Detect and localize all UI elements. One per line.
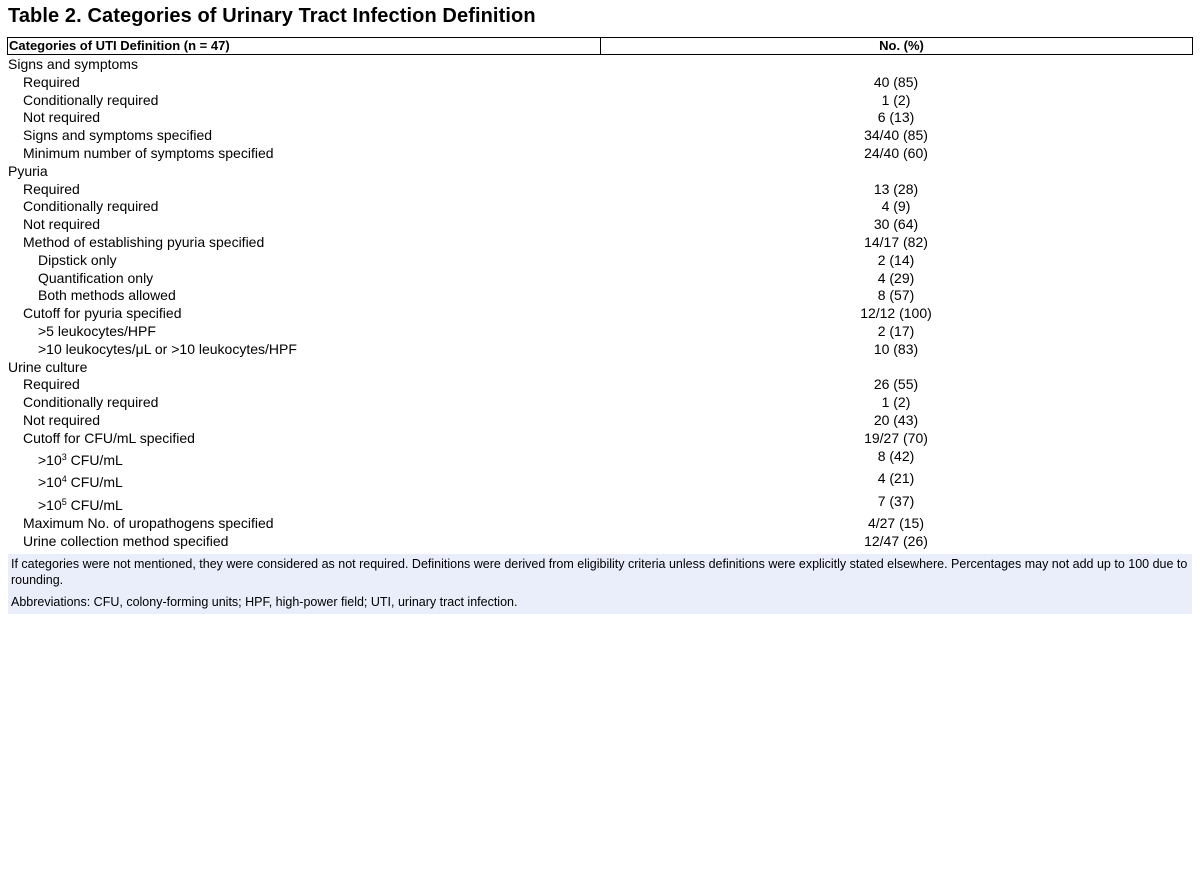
table-row (0, 127, 1200, 145)
table-row (0, 74, 1200, 92)
row-value: 12/47 (26) (864, 532, 928, 549)
table-row (0, 252, 1200, 270)
row-value: 20 (43) (873, 411, 919, 428)
row-label: Dipstick only (38, 251, 117, 268)
row-label: Required (23, 180, 80, 197)
row-label: Not required (23, 109, 101, 126)
row-label: Maximum No. of uropathogens specified (23, 515, 274, 532)
row-label: Method of establishing pyuria specified (23, 233, 265, 250)
footnote-text: If categories were not mentioned, they were considered as not required. Definitions were derived from eligibility criteria unless definitions were explicitly stated elsewhere. Percentages may not add up to 100 due to rounding. (11, 557, 1188, 587)
table-row (0, 323, 1200, 341)
abbreviations-text: Abbreviations: CFU, colony-forming units; HPF, high-power field; UTI, urinary tract infection. (11, 595, 518, 609)
row-label: Signs and symptoms specified (23, 127, 213, 144)
row-value: 4 (21) (877, 470, 915, 487)
table-row (0, 305, 1200, 323)
row-label: >10 leukocytes/μL or >10 leukocytes/HPF (38, 340, 297, 357)
section-label: Urine culture (8, 358, 88, 375)
row-value: 1 (2) (881, 394, 911, 411)
row-label-prefix: >10 (38, 474, 62, 491)
table-row (0, 145, 1200, 163)
header-count: No. (%) (879, 38, 924, 53)
row-label: Conditionally required (23, 91, 159, 108)
row-label: Cutoff for CFU/mL specified (23, 429, 195, 446)
row-label: Minimum number of symptoms specified (23, 144, 274, 161)
header-categories: Categories of UTI Definition (n = 47) (8, 38, 601, 54)
table-section-row (0, 359, 1200, 377)
row-label-suffix: CFU/mL (66, 496, 123, 513)
row-value: 19/27 (70) (864, 429, 928, 446)
row-value: 2 (14) (877, 251, 915, 268)
row-label-exponent: 5 (61, 496, 67, 507)
row-value: 4/27 (15) (867, 515, 925, 532)
row-value: 4 (29) (877, 269, 915, 286)
row-label-suffix: CFU/mL (66, 451, 123, 468)
row-value: 8 (57) (877, 287, 915, 304)
row-label (38, 452, 123, 470)
row-value: 24/40 (60) (864, 144, 928, 161)
row-value: 7 (37) (877, 492, 915, 509)
table-row (0, 376, 1200, 394)
row-label: Not required (23, 216, 101, 233)
row-label: Conditionally required (23, 198, 159, 215)
table-row (0, 287, 1200, 305)
table-body (0, 56, 1200, 551)
row-label: Urine collection method specified (23, 532, 229, 549)
table-row (0, 198, 1200, 216)
table-header (7, 37, 1193, 55)
section-label: Signs and symptoms (8, 56, 138, 72)
row-label (38, 474, 123, 492)
row-value: 6 (13) (877, 109, 915, 126)
table-row (0, 412, 1200, 430)
row-value: 14/17 (82) (864, 233, 928, 250)
row-label-prefix: >10 (38, 496, 62, 513)
row-label: Required (23, 73, 80, 90)
row-label-prefix: >10 (38, 451, 62, 468)
table-row (0, 533, 1200, 551)
row-label: Quantification only (38, 269, 154, 286)
row-label: Required (23, 376, 80, 393)
row-value: 4 (9) (881, 198, 911, 215)
table-row (0, 341, 1200, 359)
row-value: 8 (42) (877, 447, 915, 464)
row-value: 12/12 (100) (860, 305, 932, 322)
row-label: Not required (23, 411, 101, 428)
row-label: >5 leukocytes/HPF (38, 322, 156, 339)
row-value: 2 (17) (877, 322, 915, 339)
table-row (0, 394, 1200, 412)
row-label (38, 497, 123, 515)
row-value: 40 (85) (873, 73, 919, 90)
row-label-exponent: 4 (61, 474, 67, 485)
table-row (0, 515, 1200, 533)
row-value: 34/40 (85) (864, 127, 928, 144)
row-label-exponent: 3 (61, 451, 67, 462)
table-row (0, 448, 1200, 471)
table-row (0, 493, 1200, 516)
row-value: 10 (83) (873, 340, 919, 357)
row-value: 30 (64) (873, 216, 919, 233)
row-label-suffix: CFU/mL (66, 474, 123, 491)
table-row (0, 216, 1200, 234)
row-label: Cutoff for pyuria specified (23, 305, 182, 322)
table-row (0, 92, 1200, 110)
table-section-row (0, 163, 1200, 181)
row-label: Both methods allowed (38, 287, 176, 304)
row-value: 1 (2) (881, 91, 911, 108)
section-label: Pyuria (8, 162, 48, 179)
table-row (0, 234, 1200, 252)
table-row (0, 430, 1200, 448)
row-value: 13 (28) (873, 180, 919, 197)
table-row (0, 181, 1200, 199)
table-title: Table 2. Categories of Urinary Tract Infection Definition (8, 5, 536, 27)
table-footnotes (8, 554, 1192, 614)
table-row (0, 470, 1200, 493)
row-label: Conditionally required (23, 394, 159, 411)
table-row (0, 109, 1200, 127)
row-value: 26 (55) (873, 376, 919, 393)
table-row (0, 270, 1200, 288)
table-section-row (0, 56, 1200, 74)
